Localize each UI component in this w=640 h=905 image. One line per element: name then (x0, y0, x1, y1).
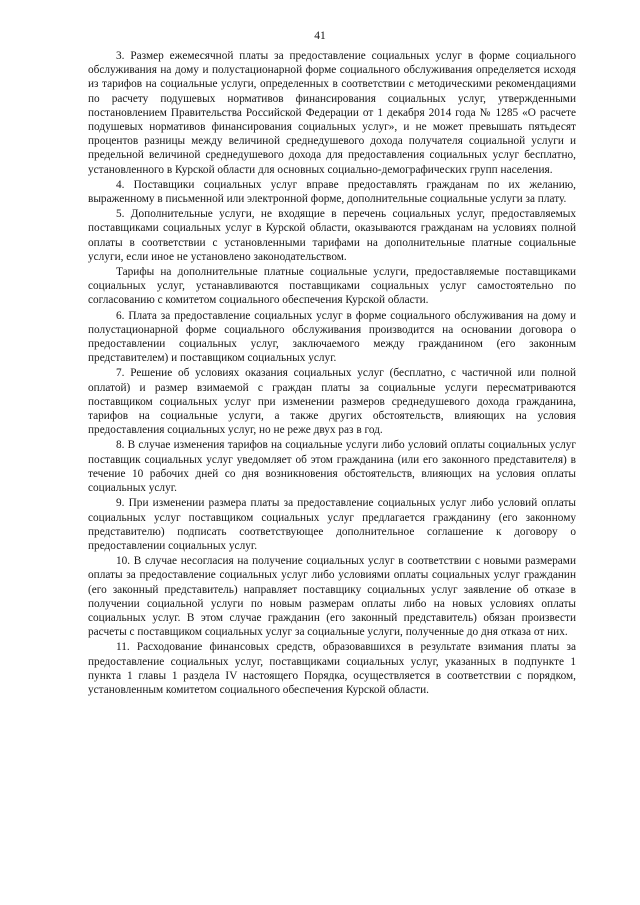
paragraph-item-7: 7. Решение об условиях оказания социальных услуг (бесплатно, с частичной или полной оплатой) и размер взимаемой с граждан платы за социальные услуги пересматриваются поставщиком социальных услуг при изменении размеров среднедушевого дохода гражданина, тарифов на социальные услуги, а также других обстоятельств, влияющих на условия предоставления социальных услуг, но не реже двух раз в год. (88, 367, 576, 437)
paragraph-item-4: 4. Поставщики социальных услуг вправе предоставлять гражданам по их желанию, выраженному в письменной или электронной форме, дополнительные социальные услуги за плату. (88, 178, 576, 206)
paragraph-item-9: 9. При изменении размера платы за предоставление социальных услуг либо условий оплаты социальных услуг поставщиком социальных услуг предлагается гражданину (его законному представителю) подписать соответствующее дополнительное соглашение к договору о предоставлении социальных услуг. (88, 497, 576, 552)
paragraph-tariffs: Тарифы на дополнительные платные социальные услуги, предоставляемые поставщиками социальных услуг, устанавливаются поставщиками социальных услуг самостоятельно по согласованию с комитетом социального обеспечения Курской области. (88, 266, 576, 307)
paragraph-item-6: 6. Плата за предоставление социальных услуг в форме социального обслуживания на дому и полустационарной форме социального обслуживания производится на основании договора о предоставлении социальных услуг, заключаемого между гражданином (его законным представителем) и поставщиком социальных услуг. (88, 309, 576, 365)
paragraph-item-8: 8. В случае изменения тарифов на социальные услуги либо условий оплаты социальных услуг поставщик социальных услуг уведомляет об этом гражданина (или его законного представителя) в течение 10 рабочих дней со дня возникновения обстоятельств, влияющих на условия оплаты социальных услуг. (88, 439, 576, 495)
document-body (88, 49, 576, 697)
paragraph-item-3: 3. Размер ежемесячной платы за предоставление социальных услуг в форме социального обслуживания на дому и полустационарной форме социального обслуживания определяется исходя из тарифов на социальные услуги, определенных в соответствии с методическими рекомендациями по расчету подушевых нормативов финансирования социальных услуг, утвержденными постановлением Правительства Российской Федерации от 1 декабря 2014 года № 1285 «О расчете подушевых нормативов финансирования социальных услуг», и не может превышать пятьдесят процентов разницы между величиной среднедушевого дохода получателя социальной услуги и предельной величиной среднедушевого дохода для предоставления социальных услуг бесплатно, установленного в Курской области для основных социально-демографических групп населения. (88, 50, 576, 176)
paragraph-item-10: 10. В случае несогласия на получение социальных услуг в соответствии с новыми размерами оплаты за предоставление социальных услуг либо условиями оплаты социальных услуг гражданин (его законный представитель) направляет поставщику социальных услуг заявление об отказе в получении социальной услуги по новым размерам оплаты либо на новых условиях оплаты социальных услуг. В этом случае гражданин (его законный представитель) обязан произвести расчеты с поставщиком социальных услуг за социальные услуги, полученные до дня отказа от них. (88, 555, 576, 639)
paragraph-item-11: 11. Расходование финансовых средств, образовавшихся в результате взимания платы за предоставление социальных услуг, поставщиками социальных услуг, указанных в подпункте 1 пункта 1 главы 1 раздела IV настоящего Порядка, осуществляется в соответствии с порядком, установленным комитетом социального обеспечения Курской области. (88, 641, 576, 696)
paragraph-item-5: 5. Дополнительные услуги, не входящие в перечень социальных услуг, предоставляемых поставщиками социальных услуг в Курской области, оказываются гражданам на условиях полной оплаты в соответствии с установленными тарифами на дополнительные платные социальные услуги, если иное не установлено законодательством. (88, 208, 576, 263)
page-number: 41 (314, 30, 326, 42)
